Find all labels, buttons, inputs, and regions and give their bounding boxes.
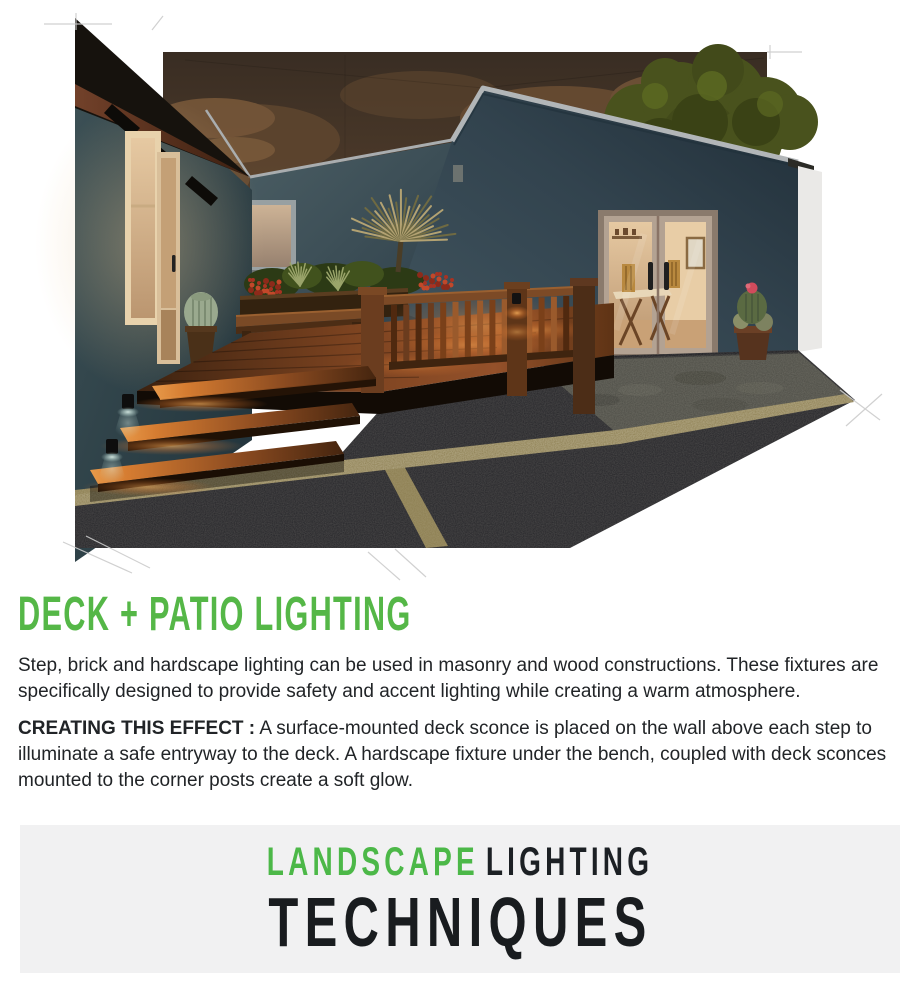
door-handle-right [664, 262, 669, 290]
white-side-wall [798, 166, 822, 352]
effect-lead: CREATING THIS EFFECT : [18, 718, 256, 739]
entry-door [157, 152, 180, 364]
series-word-lighting: LIGHTING [485, 840, 654, 884]
wall-vent [453, 165, 463, 182]
intro-paragraph: Step, brick and hardscape lighting can be used in masonry and wood constructions. These fixtures are specifically designed to provide safety and accent lighting while creating a warm atmosphere. [18, 655, 879, 702]
footer-banner [20, 825, 900, 973]
article [18, 590, 908, 805]
effect-text: A surface-mounted deck sconce is placed on the wall above each step to illuminate a safe entryway to the deck. A hardscape fixture under the bench, coupled with deck sconces mounted to the corner posts create a soft glow. [18, 718, 887, 791]
series-main-title: TECHNIQUES [267, 883, 653, 961]
post-sconce [512, 293, 521, 304]
page-title: DECK + PATIO LIGHTING [18, 588, 412, 641]
effect-paragraph [18, 716, 908, 794]
door-handle [172, 255, 176, 272]
series-word-landscape: LANDSCAPE [266, 840, 479, 884]
entry-window [125, 131, 161, 325]
railing-post [573, 282, 595, 414]
wall-shelf [612, 236, 642, 239]
series-title [267, 841, 653, 883]
door-handle-left [648, 262, 653, 290]
